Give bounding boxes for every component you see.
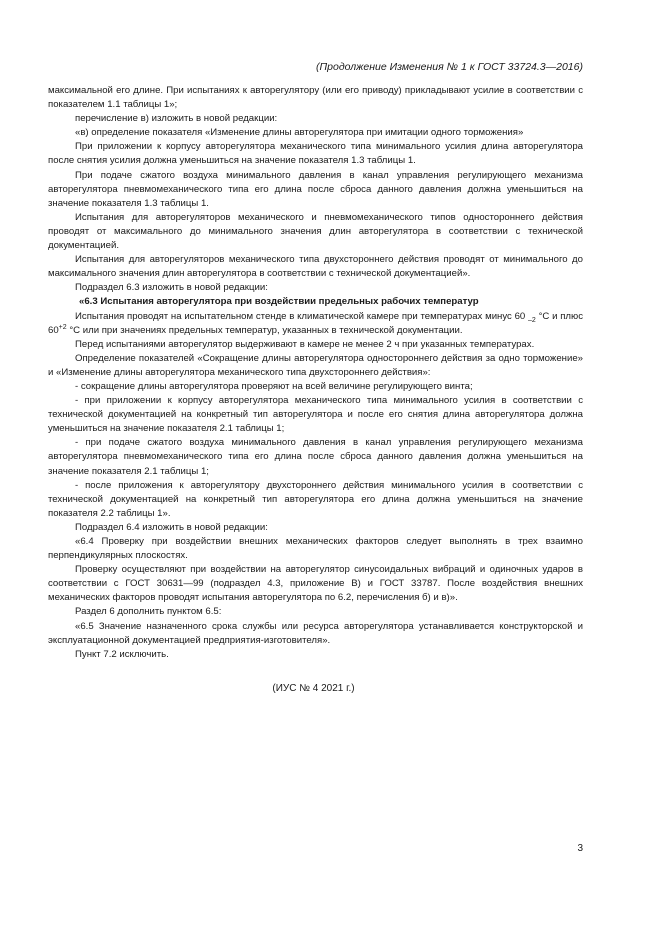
- temperature-text-middle: °С и плюс 60: [48, 310, 583, 336]
- paragraph: Раздел 6 дополнить пунктом 6.5:: [75, 606, 222, 618]
- section-heading: «6.3 Испытания авторегулятора при воздействии предельных рабочих температур: [79, 296, 479, 308]
- temperature-text-after: °С или при значениях предельных температур, указанных в технической документации.: [66, 324, 463, 336]
- page-header: (Продолжение Изменения № 1 к ГОСТ 33724.3—2016): [316, 61, 583, 73]
- list-item: - при подаче сжатого воздуха минимального давления в канал управления регулирующего механизма авторегулятора пневмомеханического типа его длина после сброса данного давления должна уменьшиться на значение показателя 2.1 таблицы 1;: [48, 437, 583, 477]
- list-item: - сокращение длины авторегулятора проверяют на всей величине регулирующего винта;: [75, 380, 473, 392]
- document-body: [48, 84, 583, 662]
- plus-tolerance: +2: [58, 323, 67, 331]
- paragraph: Перед испытаниями авторегулятор выдерживают в камере не менее 2 ч при указанных температурах.: [75, 338, 535, 350]
- minus-tolerance: –2: [528, 316, 536, 324]
- paragraph: «6.4 Проверку при воздействии внешних механических факторов следует выполнять в трех взаимно перпендикулярных плоскостях.: [48, 536, 583, 562]
- list-item: - после приложения к авторегулятору двухстороннего действия минимального усилия в соответствии с технической документацией на конкретный тип авторегулятора его длина должна уменьшиться на значение показателя 2.2 таблицы 1».: [48, 479, 583, 519]
- paragraph: перечисление в) изложить в новой редакции:: [75, 113, 278, 125]
- paragraph: Проверку осуществляют при воздействии на авторегулятор синусоидальных вибраций и одиночных ударов в соответствии с ГОСТ 30631—99 (подраздел 4.3, приложение В) и ГОСТ 33787. После воздействия внешних механических факторов проводят испытания авторегулятора по 6.2, перечисления б) и в)».: [48, 564, 583, 604]
- paragraph: «в) определение показателя «Изменение длины авторегулятора при имитации одного торможения»: [75, 127, 524, 139]
- paragraph: максимальной его длине. При испытаниях к авторегулятору (или его приводу) прикладывают усилие в соответствии с показателем 1.1 таблицы 1»;: [48, 85, 583, 111]
- temperature-paragraph: [48, 310, 583, 338]
- ius-reference: (ИУС № 4 2021 г.): [272, 683, 355, 694]
- paragraph: Испытания для авторегуляторов механического и пневмомеханического типов одностороннего действия проводят от максимального до минимального значения длин авторегулятора в соответствии с технической документацией.: [48, 211, 583, 252]
- paragraph: При подаче сжатого воздуха минимального давления в канал управления регулирующего механизма авторегулятора пневмомеханического типа его длина после сброса данного давления должна уменьшиться на значение показателя 1.3 таблицы 1.: [48, 169, 583, 209]
- list-item: - при приложении к корпусу авторегулятора механического типа минимального усилия в соответствии с технической документацией на конкретный тип авторегулятора и после его снятия длина авторегулятора должна уменьшиться на значение показателя 2.1 таблицы 1;: [48, 395, 583, 435]
- footer-note: [0, 683, 661, 694]
- paragraph: Определение показателей «Сокращение длины авторегулятора одностороннего действия за одно торможение» и «Изменение длины авторегулятора механического типа двухстороннего действия»:: [48, 352, 583, 378]
- paragraph: «6.5 Значение назначенного срока службы или ресурса авторегулятора устанавливается конструкторской и эксплуатационной документацией предприятия-изготовителя».: [48, 620, 583, 646]
- paragraph: Испытания для авторегуляторов механического типа двухстороннего действия проводят от минимального до максимального значения длин авторегулятора в соответствии с технической документацией».: [48, 254, 583, 280]
- paragraph: Подраздел 6.4 изложить в новой редакции:: [75, 521, 268, 533]
- paragraph: Пункт 7.2 исключить.: [75, 648, 169, 660]
- paragraph: При приложении к корпусу авторегулятора механического типа минимального усилия длина авторегулятора после снятия усилия должна уменьшиться на значение показателя 1.3 таблицы 1.: [48, 141, 583, 167]
- paragraph: Подраздел 6.3 изложить в новой редакции:: [75, 282, 268, 294]
- temperature-text-before: Испытания проводят на испытательном стенде в климатической камере при температурах минус 60: [75, 310, 529, 322]
- page-number: 3: [577, 843, 583, 854]
